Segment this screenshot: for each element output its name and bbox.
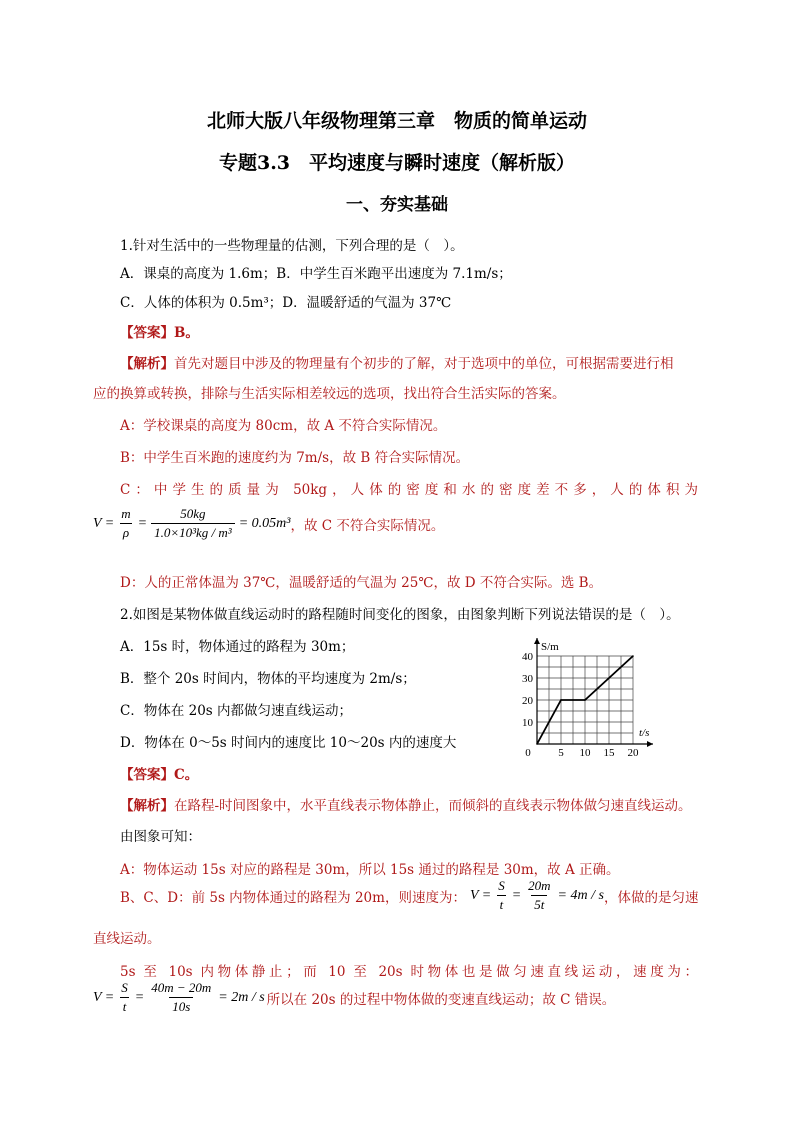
x-tick-label: 10 bbox=[579, 747, 591, 758]
document-title: 北师大版八年级物理第三章 物质的简单运动 bbox=[206, 110, 587, 132]
q1-analysis-d: D：人的正常体温为 37℃，温暖舒适的气温为 25℃，故 D 不符合实际。选 B。 bbox=[120, 575, 603, 591]
q1-analysis-line2: 应的换算或转换，排除与生活实际相差较远的选项，找出符合生活实际的答案。 bbox=[93, 386, 566, 402]
fraction-20m-over-5t: $\frac{20m}{5t}$ bbox=[528, 878, 551, 912]
y-tick-label: 20 bbox=[522, 695, 533, 707]
q2-option-b: B．整个 20s 时间内，物体的平均速度为 2m/s； bbox=[120, 671, 416, 687]
q1-analysis-line1: 【解析】首先对题目中涉及的物理量有个初步的了解，对于选项中的单位，可根据需要进行相 bbox=[120, 356, 674, 372]
q1-options-ab: A．课桌的高度为 1.6m；B．中学生百米跑平出速度为 7.1m/s； bbox=[120, 266, 512, 282]
data-point bbox=[536, 743, 538, 745]
q2-analysis-line1: 【解析】在路程-时间图象中，水平直线表示物体静止，而倾斜的直线表示物体做匀速直线运动。 bbox=[120, 798, 692, 814]
fraction-m-over-rho: $\frac{m}{\rho}$ bbox=[121, 506, 131, 540]
y-axis-arrow bbox=[534, 638, 540, 644]
q1-options-cd: C．人体的体积为 0.5m³；D．温暖舒适的气温为 37℃ bbox=[120, 295, 452, 311]
q2-answer: 【答案】C。 bbox=[120, 767, 199, 783]
q1-answer: 【答案】B。 bbox=[120, 325, 199, 341]
y-tick-label: 30 bbox=[522, 673, 533, 685]
fraction-s-over-t-2: $\frac{S}{t}$ bbox=[121, 980, 128, 1014]
y-axis-label: S/m bbox=[541, 641, 559, 653]
x-tick-label: 0 bbox=[525, 747, 531, 758]
q2-analysis-p5: 5s 至 10s 内物体静止；而 10 至 20s 时物体也是做匀速直线运动，速度为： bbox=[120, 964, 698, 980]
x-tick-label: 5 bbox=[558, 747, 564, 758]
data-point bbox=[584, 699, 586, 701]
fraction-distance-diff-over-10s: $\frac{40m - 20m}{10s}$ bbox=[151, 980, 212, 1014]
section-heading: 一、夯实基础 bbox=[346, 195, 448, 215]
q2-option-c: C．物体在 20s 内都做匀速直线运动； bbox=[120, 703, 353, 719]
document-subtitle: 专题3.3 平均速度与瞬时速度（解析版） bbox=[218, 152, 576, 174]
q1-volume-formula: V = $\frac{m}{\rho}$ = $\frac{50kg}{\text{1.0×10³kg / m³}}$ = 0.05m³ ，故 C 不符合实际情况。 bbox=[93, 506, 445, 540]
q1-analysis-c: C：中学生的质量为 50kg，人体的密度和水的密度差不多，人的体积为 bbox=[120, 482, 698, 498]
y-tick-label: 10 bbox=[522, 717, 533, 729]
x-axis-arrow bbox=[647, 741, 653, 747]
q2-analysis-a: A：物体运动 15s 对应的路程是 30m，所以 15s 通过的路程是 30m，故 A 正确。 bbox=[120, 862, 620, 878]
q1-stem: 1.针对生活中的一些物理量的估测，下列合理的是（ ）。 bbox=[120, 238, 464, 254]
q2-analysis-label: 【解析】 bbox=[120, 798, 174, 814]
q2-option-d: D．物体在 0～5s 时间内的速度比 10～20s 内的速度大 bbox=[120, 735, 457, 751]
data-point bbox=[560, 699, 562, 701]
x-tick-label: 20 bbox=[627, 747, 639, 758]
distance-time-chart bbox=[505, 628, 665, 758]
q1-analysis-a: A：学校课桌的高度为 80cm，故 A 不符合实际情况。 bbox=[120, 418, 447, 434]
x-tick-label: 15 bbox=[603, 747, 615, 758]
q1-analysis-b: B：中学生百米跑的速度约为 7m/s，故 B 符合实际情况。 bbox=[120, 450, 470, 466]
q2-analysis-bcd-cont: 直线运动。 bbox=[93, 931, 161, 947]
q2-speed-formula-2: V = $\frac{S}{t}$ = $\frac{40m - 20m}{10s}$ = 2m / s 所以在 20s 的过程中物体做的变速直线运动；故 C 错误。 bbox=[93, 980, 616, 1014]
y-tick-label: 40 bbox=[522, 651, 533, 663]
fraction-s-over-t: $\frac{S}{t}$ bbox=[498, 878, 505, 912]
q2-analysis-line2: 由图象可知： bbox=[120, 829, 201, 845]
fraction-mass-over-density: $\frac{50kg}{\text{1.0×10³kg / m³}}$ bbox=[151, 506, 235, 541]
q1-analysis-label: 【解析】 bbox=[120, 356, 174, 372]
q2-speed-formula-1: B、C、D：前 5s 内物体通过的路程为 20m，则速度为： V = $\frac{S}{t}$ = $\frac{20m}{5t}$ = 4m / s ，体做的是匀速 bbox=[120, 878, 699, 912]
data-point bbox=[632, 655, 634, 657]
q2-option-a: A．15s 时，物体通过的路程为 30m； bbox=[120, 639, 355, 655]
x-axis-label: t/s bbox=[639, 727, 650, 739]
q2-stem: 2.如图是某物体做直线运动时的路程随时间变化的图象，由图象判断下列说法错误的是（ ）。 bbox=[120, 607, 680, 623]
